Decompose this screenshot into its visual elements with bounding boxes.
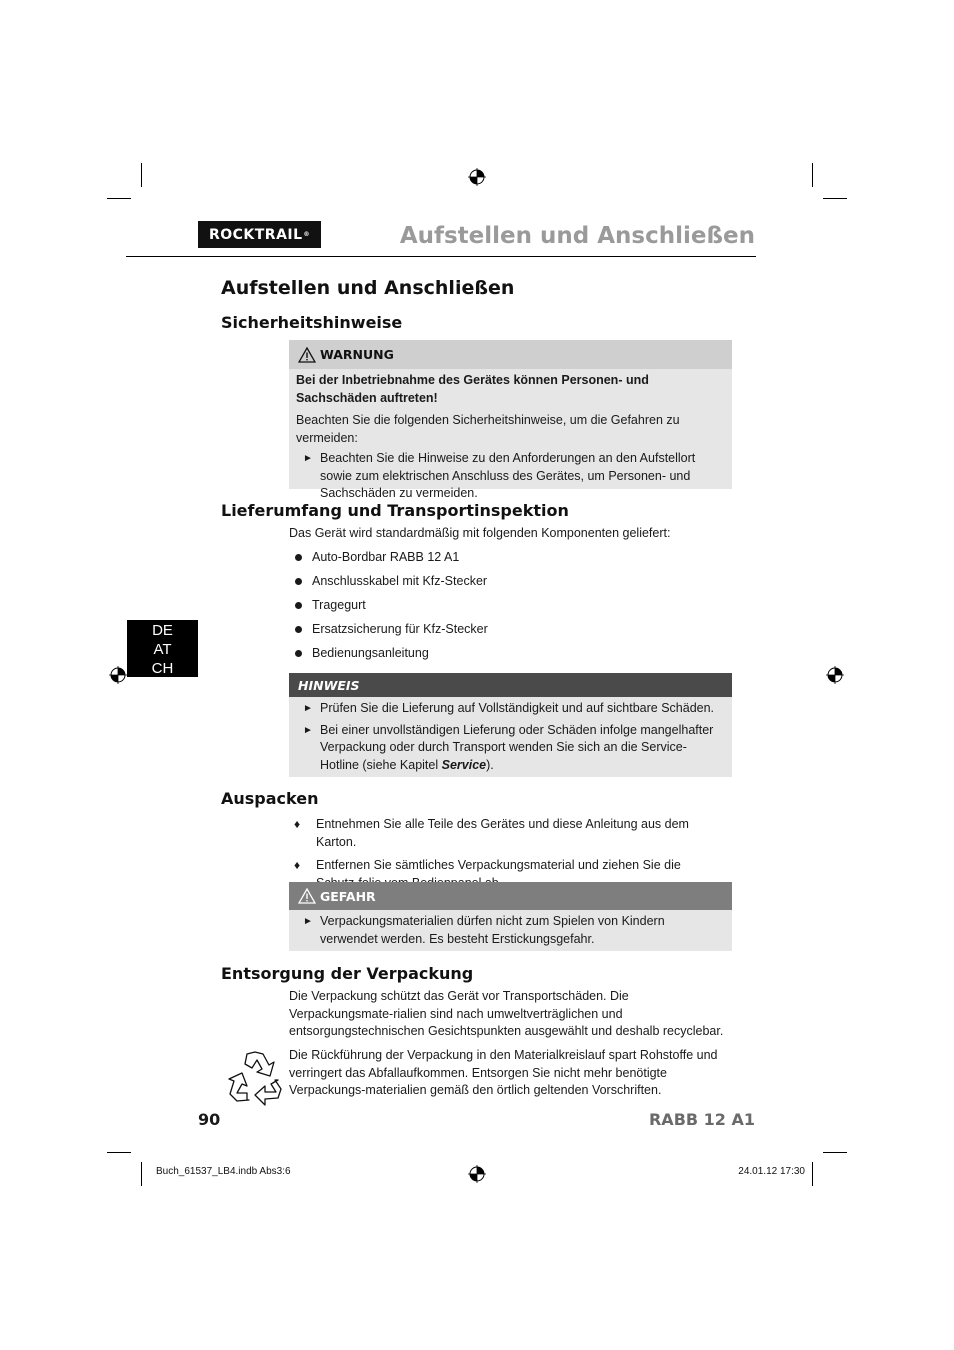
warning-label: WARNUNG — [320, 347, 394, 362]
header-divider — [126, 256, 756, 257]
section-heading-delivery: Lieferumfang und Transportinspektion — [221, 501, 569, 520]
warning-intro-text: Beachten Sie die folgenden Sicherheitshinweise, um die Gefahren zu vermeiden: — [296, 413, 680, 445]
print-slug-date: 24.01.12 17:30 — [738, 1166, 805, 1177]
crop-mark — [141, 1162, 142, 1186]
danger-triangle-icon — [298, 888, 316, 904]
crop-mark — [812, 1162, 813, 1186]
language-tab — [127, 620, 198, 677]
component-text: Ersatzsicherung für Kfz-Stecker — [312, 622, 488, 636]
warning-box-header — [289, 340, 732, 369]
note-list-item — [296, 722, 725, 775]
print-slug-file: Buch_61537_LB4.indb Abs3:6 — [156, 1166, 291, 1177]
crop-mark — [107, 198, 131, 199]
disposal-paragraph: Die Rückführung der Verpackung in den Materialkreislauf spart Rohstoffe und verringert das Abfallaufkommen. Entsorgen Sie nicht mehr benötigte Verpackungs-materialien gemäß den örtlich geltenden Vorschriften. — [289, 1048, 718, 1097]
note-list-item-text-end: ). — [486, 757, 494, 772]
brand-name: ROCKTRAIL — [208, 226, 303, 243]
unpack-list-item-text: Entnehmen Sie alle Teile des Gerätes und diese Anleitung aus dem Karton. — [316, 817, 689, 849]
page-title: Aufstellen und Anschließen — [221, 277, 515, 299]
delivery-intro-text: Das Gerät wird standardmäßig mit folgenden Komponenten geliefert: — [289, 526, 671, 540]
bullet-dot-icon — [295, 554, 302, 561]
arrow-bullet-icon: ► — [303, 703, 313, 714]
model-number: RABB 12 A1 — [648, 1110, 755, 1129]
note-label: HINWEIS — [298, 677, 360, 693]
brand-logo — [198, 221, 321, 248]
component-list-item — [294, 573, 488, 591]
component-list-item — [294, 597, 488, 615]
crop-mark — [812, 163, 813, 187]
brand-registered-mark: ® — [303, 231, 311, 238]
bullet-dot-icon — [295, 626, 302, 633]
component-list-item — [294, 621, 488, 639]
danger-list-item-text: Verpackungsmaterialien dürfen nicht zum Spielen von Kindern verwendet werden. Es besteht Erstickungsgefahr. — [320, 914, 665, 946]
crop-mark — [141, 163, 142, 187]
warning-box — [289, 340, 732, 500]
component-text: Anschlusskabel mit Kfz-Stecker — [312, 574, 488, 588]
registration-mark-icon — [109, 666, 127, 684]
component-text: Bedienungsanleitung — [312, 646, 429, 660]
running-header-title: Aufstellen und Anschließen — [399, 223, 755, 249]
crop-mark — [823, 1152, 847, 1153]
crop-mark — [823, 198, 847, 199]
crop-mark — [107, 1152, 131, 1153]
arrow-bullet-icon: ► — [303, 916, 313, 927]
warning-list-item-text: Beachten Sie die Hinweise zu den Anforderungen an den Aufstellort sowie zum elektrischen Anschluss des Gerätes, um Personen- und Sachschäden zu vermeiden. — [320, 451, 696, 500]
language-code: AT — [153, 641, 172, 658]
bullet-dot-icon — [295, 650, 302, 657]
diamond-bullet-icon: ♦ — [294, 817, 301, 831]
unpack-list-item — [294, 816, 730, 851]
component-list-item — [294, 645, 488, 663]
danger-label: GEFAHR — [320, 888, 376, 904]
unpack-list-item-text: Entfernen Sie sämtliches Verpackungsmaterial und ziehen Sie die — [316, 858, 681, 872]
section-heading-disposal: Entsorgung der Verpackung — [221, 964, 474, 983]
danger-box-header — [289, 882, 732, 910]
registration-mark-icon — [468, 168, 486, 186]
arrow-bullet-icon: ► — [303, 724, 313, 736]
section-heading-safety: Sicherheitshinweise — [221, 313, 403, 332]
warning-triangle-icon — [298, 347, 316, 363]
registration-mark-icon — [826, 666, 844, 684]
chapter-reference: Service — [441, 757, 487, 772]
language-code: CH — [151, 660, 174, 677]
arrow-bullet-icon: ► — [303, 453, 313, 464]
note-list-item-text: Bei einer unvollständigen Lieferung oder Schäden infolge mangelhafter Verpackung oder durch Transport wenden Sie sich an die Service-Hotline (siehe Kapitel — [320, 722, 714, 772]
component-list — [294, 549, 488, 669]
note-list-item — [296, 700, 725, 718]
danger-list-item — [296, 913, 725, 948]
page-number: 90 — [198, 1110, 221, 1129]
component-list-item — [294, 549, 488, 567]
warning-list-item — [296, 450, 725, 503]
diamond-bullet-icon: ♦ — [294, 858, 301, 872]
component-text: Auto-Bordbar RABB 12 A1 — [312, 550, 460, 564]
bullet-dot-icon — [295, 578, 302, 585]
language-code: DE — [152, 622, 173, 639]
note-box — [289, 673, 732, 777]
note-box-header — [289, 673, 732, 697]
disposal-paragraph: Die Verpackung schützt das Gerät vor Transportschäden. Die Verpackungsmate-rialien sind nach umweltverträglichen und entsorgungstechnischen Gesichtspunkten ausgewählt und deshalb recyclebar. — [289, 989, 724, 1038]
section-heading-unpacking: Auspacken — [221, 789, 319, 808]
unpack-list — [294, 816, 730, 892]
recycling-icon — [225, 1048, 285, 1106]
bullet-dot-icon — [295, 602, 302, 609]
component-text: Tragegurt — [312, 598, 366, 612]
warning-lead-text: Bei der Inbetriebnahme des Gerätes können Personen- und Sachschäden auftreten! — [296, 373, 649, 405]
danger-box — [289, 882, 732, 951]
note-list-item-text: Prüfen Sie die Lieferung auf Vollständigkeit und auf sichtbare Schäden. — [320, 701, 715, 715]
registration-mark-icon — [468, 1165, 486, 1183]
